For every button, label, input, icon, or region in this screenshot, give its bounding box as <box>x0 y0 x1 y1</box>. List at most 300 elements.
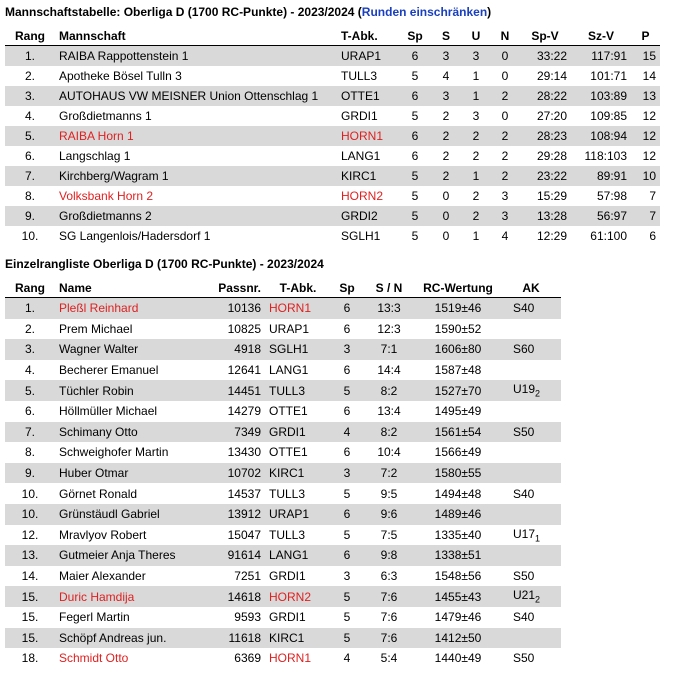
player-passnr: 4918 <box>205 339 265 360</box>
team-draws: 2 <box>472 149 480 163</box>
team-abbrev: URAP1 <box>337 46 399 67</box>
player-row <box>5 401 561 422</box>
team-draws: 2 <box>461 206 491 226</box>
team-row <box>5 226 660 246</box>
player-passnr: 6369 <box>234 651 261 666</box>
age-class-subscript: 2 <box>535 388 541 399</box>
team-draws: 3 <box>472 109 480 123</box>
player-name: Schweighofer Martin <box>59 445 169 460</box>
team-col-header: P <box>631 26 660 46</box>
team-rank: 8. <box>24 189 35 203</box>
team-wins: 2 <box>431 166 461 186</box>
player-name: Görnet Ronald <box>59 486 138 501</box>
team-points: 7 <box>649 189 656 203</box>
player-row <box>5 545 561 566</box>
age-class-text: S50 <box>513 569 535 584</box>
team-abbrev: HORN1 <box>337 126 399 146</box>
player-team-abbrev: TULL3 <box>269 486 306 501</box>
team-col-header: Rang <box>5 26 55 46</box>
link-open-paren: ( <box>357 5 362 19</box>
team-name: Apotheke Bösel Tulln 3 <box>59 69 182 83</box>
team-set-diff: 117:91 <box>571 46 631 67</box>
player-rc-rating: 1527±70 <box>415 380 501 401</box>
team-name: Großdietmanns 2 <box>55 206 337 226</box>
player-rc-rating: 1606±80 <box>415 339 501 360</box>
player-played: 5 <box>331 586 363 607</box>
team-name: AUTOHAUS VW MEISNER Union Ottenschlag 1 <box>55 86 337 106</box>
team-played: 5 <box>411 109 419 123</box>
team-points: 14 <box>642 69 656 83</box>
team-game-diff: 15:29 <box>536 189 567 203</box>
player-passnr: 14451 <box>205 380 265 401</box>
player-rc-rating: 1566±49 <box>434 445 482 460</box>
player-passnr: 13912 <box>205 504 265 525</box>
player-rank: 15. <box>5 586 55 607</box>
team-played: 6 <box>399 126 431 146</box>
team-losses: 2 <box>491 126 519 146</box>
player-table <box>5 278 561 669</box>
team-draws: 1 <box>472 229 480 243</box>
player-team-abbrev: TULL3 <box>265 380 331 401</box>
team-row <box>5 126 660 146</box>
player-col-header: Rang <box>5 278 55 298</box>
player-col-header: Passnr. <box>205 278 265 298</box>
team-game-diff: 12:29 <box>536 229 567 243</box>
team-points: 12 <box>631 126 660 146</box>
player-rc-rating: 1338±51 <box>415 545 501 566</box>
player-played: 5 <box>343 527 351 542</box>
player-row <box>5 463 561 484</box>
team-draws: 1 <box>461 86 491 106</box>
player-team-abbrev: KIRC1 <box>265 463 331 484</box>
team-losses: 2 <box>501 149 509 163</box>
player-played: 5 <box>331 628 363 649</box>
player-rank: 1. <box>5 298 55 319</box>
player-played: 4 <box>343 651 351 666</box>
player-row <box>5 319 561 340</box>
player-name: Mravlyov Robert <box>59 527 147 542</box>
team-row <box>5 186 660 206</box>
team-col-header: N <box>491 26 519 46</box>
link-close-paren: ) <box>487 5 492 19</box>
player-rank: 18. <box>21 651 39 666</box>
player-name: Gutmeier Anja Theres <box>55 545 205 566</box>
team-set-diff: 108:94 <box>571 126 631 146</box>
player-age-class <box>501 648 561 669</box>
team-row <box>5 66 660 86</box>
team-losses: 3 <box>491 206 519 226</box>
player-passnr: 7251 <box>234 569 261 584</box>
player-passnr: 9593 <box>234 610 261 625</box>
team-table <box>5 26 660 246</box>
team-col-header: Sp-V <box>519 26 571 46</box>
player-rc-rating: 1548±56 <box>434 569 482 584</box>
player-name: Prem Michael <box>59 321 133 336</box>
player-played: 6 <box>343 363 351 378</box>
age-class-text: S50 <box>513 651 535 666</box>
player-rank: 12. <box>21 527 39 542</box>
player-played: 6 <box>331 545 363 566</box>
player-col-header: S / N <box>363 278 415 298</box>
player-team-abbrev: URAP1 <box>265 504 331 525</box>
player-name: Becherer Emanuel <box>59 363 159 378</box>
team-rank: 9. <box>5 206 55 226</box>
player-rank: 14. <box>21 569 39 584</box>
player-team-abbrev: KIRC1 <box>265 628 331 649</box>
team-points: 13 <box>631 86 660 106</box>
player-rank: 5. <box>5 380 55 401</box>
player-played: 3 <box>343 569 351 584</box>
player-name: Schöpf Andreas jun. <box>55 628 205 649</box>
player-sets: 7:6 <box>380 610 398 625</box>
player-age-class <box>501 504 561 525</box>
team-wins: 3 <box>431 46 461 67</box>
player-rank: 7. <box>5 422 55 443</box>
player-rc-rating: 1495±49 <box>434 404 482 419</box>
player-rc-rating: 1489±46 <box>415 504 501 525</box>
team-game-diff: 28:22 <box>519 86 571 106</box>
team-points: 7 <box>631 206 660 226</box>
player-rank: 15. <box>21 610 39 625</box>
team-game-diff: 13:28 <box>519 206 571 226</box>
player-age-class <box>501 339 561 360</box>
team-losses: 2 <box>491 166 519 186</box>
player-row <box>5 422 561 443</box>
team-row <box>5 46 660 67</box>
team-table-title-text: Mannschaftstabelle: Oberliga D (1700 RC-Punkte) - 2023/2024 <box>5 5 355 19</box>
player-played: 5 <box>331 380 363 401</box>
player-rc-rating: 1519±46 <box>415 298 501 319</box>
team-losses: 0 <box>491 46 519 67</box>
team-points: 6 <box>649 229 656 243</box>
team-name: Kirchberg/Wagram 1 <box>55 166 337 186</box>
player-team-abbrev: HORN1 <box>269 651 312 666</box>
team-draws: 1 <box>472 69 480 83</box>
team-points: 12 <box>642 149 656 163</box>
player-sets: 13:3 <box>363 298 415 319</box>
team-name: Volksbank Horn 2 <box>59 189 154 203</box>
team-losses: 0 <box>501 109 509 123</box>
player-age-class <box>501 525 561 546</box>
player-age-class <box>501 401 561 422</box>
team-rank: 4. <box>24 109 35 123</box>
team-table-header <box>5 26 660 46</box>
player-name: Grünstäudl Gabriel <box>55 504 205 525</box>
team-played: 5 <box>411 69 419 83</box>
team-col-header: Sz-V <box>571 26 631 46</box>
team-rank: 1. <box>5 46 55 67</box>
team-played: 5 <box>411 229 419 243</box>
player-age-class <box>501 380 561 401</box>
team-losses: 4 <box>501 229 509 243</box>
player-sets: 8:2 <box>363 422 415 443</box>
age-class-text: U21 <box>513 588 536 603</box>
player-passnr: 10702 <box>205 463 265 484</box>
player-team-abbrev: OTTE1 <box>269 404 308 419</box>
player-played: 6 <box>343 404 351 419</box>
team-wins: 2 <box>442 149 450 163</box>
player-sets: 13:4 <box>377 404 401 419</box>
team-game-diff: 28:23 <box>519 126 571 146</box>
player-team-abbrev: URAP1 <box>269 321 310 336</box>
player-row <box>5 648 561 669</box>
player-rc-rating: 1494±48 <box>434 486 482 501</box>
team-draws: 2 <box>472 189 480 203</box>
player-passnr: 11618 <box>205 628 265 649</box>
team-losses: 3 <box>501 189 509 203</box>
team-row <box>5 106 660 126</box>
player-row <box>5 607 561 628</box>
team-rank: 2. <box>24 69 35 83</box>
player-name: Tüchler Robin <box>55 380 205 401</box>
player-rc-rating: 1479±46 <box>434 610 482 625</box>
player-team-abbrev: GRDI1 <box>265 422 331 443</box>
team-abbrev: HORN2 <box>341 189 384 203</box>
player-team-abbrev: GRDI1 <box>269 610 306 625</box>
team-col-header: T-Abk. <box>337 26 399 46</box>
age-class-text: S40 <box>513 486 535 501</box>
team-played: 5 <box>399 206 431 226</box>
team-rank: 10. <box>21 229 39 243</box>
player-rc-rating: 1590±52 <box>434 321 482 336</box>
restrict-rounds-link[interactable]: Runden einschränken <box>361 5 488 19</box>
player-passnr: 91614 <box>205 545 265 566</box>
player-team-abbrev: SGLH1 <box>265 339 331 360</box>
player-col-header: T-Abk. <box>265 278 331 298</box>
player-sets: 9:5 <box>380 486 398 501</box>
player-rank: 10. <box>5 504 55 525</box>
team-points: 15 <box>631 46 660 67</box>
team-abbrev: TULL3 <box>341 69 378 83</box>
player-rc-rating: 1335±40 <box>434 527 482 542</box>
player-sets: 5:4 <box>380 651 398 666</box>
player-sets: 7:2 <box>363 463 415 484</box>
player-sets: 10:4 <box>377 445 401 460</box>
player-played: 4 <box>331 422 363 443</box>
player-rc-rating: 1455±43 <box>415 586 501 607</box>
player-sets: 9:6 <box>363 504 415 525</box>
team-abbrev: SGLH1 <box>341 229 381 243</box>
player-name: Schimany Otto <box>55 422 205 443</box>
player-passnr: 14537 <box>227 486 261 501</box>
team-rank: 3. <box>5 86 55 106</box>
age-class-subscript: 1 <box>535 533 541 544</box>
player-row <box>5 525 561 546</box>
player-row <box>5 298 561 319</box>
player-rank: 6. <box>24 404 35 419</box>
player-team-abbrev: HORN1 <box>265 298 331 319</box>
team-wins: 2 <box>431 126 461 146</box>
player-sets: 7:6 <box>363 628 415 649</box>
team-set-diff: 57:98 <box>596 189 627 203</box>
player-col-header: AK <box>501 278 561 298</box>
player-row <box>5 586 561 607</box>
team-rank: 7. <box>5 166 55 186</box>
player-age-class <box>501 566 561 587</box>
player-col-header: Sp <box>331 278 363 298</box>
team-points: 10 <box>631 166 660 186</box>
player-sets: 7:6 <box>363 586 415 607</box>
player-name: Fegerl Martin <box>59 610 130 625</box>
team-wins: 0 <box>442 229 450 243</box>
player-name: Duric Hamdija <box>55 586 205 607</box>
player-played: 6 <box>343 321 351 336</box>
age-class-text: U19 <box>513 382 536 397</box>
player-rank: 3. <box>5 339 55 360</box>
player-rank: 9. <box>5 463 55 484</box>
age-class-text: S60 <box>513 342 535 357</box>
team-draws: 2 <box>461 126 491 146</box>
player-played: 5 <box>343 610 351 625</box>
player-team-abbrev: OTTE1 <box>269 445 308 460</box>
player-age-class <box>501 422 561 443</box>
player-sets: 9:8 <box>363 545 415 566</box>
team-set-diff: 109:85 <box>590 109 627 123</box>
player-name: Maier Alexander <box>59 569 146 584</box>
team-set-diff: 89:91 <box>571 166 631 186</box>
player-rc-rating: 1440±49 <box>434 651 482 666</box>
player-age-class <box>501 586 561 607</box>
player-name: Höllmüller Michael <box>59 404 158 419</box>
team-game-diff: 23:22 <box>519 166 571 186</box>
player-row <box>5 483 561 504</box>
team-game-diff: 29:28 <box>536 149 567 163</box>
team-draws: 3 <box>461 46 491 67</box>
player-team-abbrev: LANG1 <box>269 363 309 378</box>
team-set-diff: 56:97 <box>571 206 631 226</box>
player-passnr: 10825 <box>227 321 261 336</box>
team-wins: 0 <box>431 206 461 226</box>
player-col-header: Name <box>55 278 205 298</box>
age-class-text: U17 <box>513 526 536 541</box>
player-team-abbrev: HORN2 <box>265 586 331 607</box>
player-age-class <box>501 319 561 340</box>
team-game-diff: 29:14 <box>536 69 567 83</box>
player-row <box>5 339 561 360</box>
player-sets: 7:1 <box>363 339 415 360</box>
team-row <box>5 146 660 166</box>
player-sets: 8:2 <box>363 380 415 401</box>
player-played: 6 <box>343 445 351 460</box>
team-losses: 0 <box>501 69 509 83</box>
player-age-class <box>501 360 561 381</box>
player-row <box>5 628 561 649</box>
team-game-diff: 33:22 <box>519 46 571 67</box>
team-set-diff: 101:71 <box>590 69 627 83</box>
player-name: Pleßl Reinhard <box>55 298 205 319</box>
player-played: 6 <box>331 504 363 525</box>
player-passnr: 15047 <box>227 527 261 542</box>
player-rank: 10. <box>21 486 39 501</box>
team-played: 6 <box>399 46 431 67</box>
team-wins: 0 <box>442 189 450 203</box>
player-age-class <box>501 607 561 628</box>
player-row <box>5 442 561 463</box>
team-game-diff: 27:20 <box>536 109 567 123</box>
team-set-diff: 61:100 <box>590 229 627 243</box>
team-abbrev: KIRC1 <box>337 166 399 186</box>
team-played: 5 <box>411 189 419 203</box>
age-class-text: S50 <box>513 424 535 439</box>
player-passnr: 7349 <box>205 422 265 443</box>
team-table-title <box>5 4 668 20</box>
team-set-diff: 103:89 <box>571 86 631 106</box>
team-col-header: S <box>431 26 461 46</box>
team-name: Langschlag 1 <box>59 149 131 163</box>
team-col-header: Mannschaft <box>55 26 337 46</box>
player-team-abbrev: TULL3 <box>269 527 306 542</box>
team-abbrev: GRDI1 <box>341 109 378 123</box>
team-col-header: Sp <box>399 26 431 46</box>
team-name: Großdietmanns 1 <box>59 109 152 123</box>
team-wins: 3 <box>431 86 461 106</box>
team-row <box>5 166 660 186</box>
player-age-class <box>501 298 561 319</box>
player-rank: 15. <box>5 628 55 649</box>
player-row <box>5 360 561 381</box>
team-row <box>5 206 660 226</box>
team-draws: 1 <box>461 166 491 186</box>
player-row <box>5 566 561 587</box>
player-team-abbrev: GRDI1 <box>269 569 306 584</box>
team-wins: 4 <box>442 69 450 83</box>
age-class-subscript: 2 <box>535 594 541 605</box>
team-name: RAIBA Horn 1 <box>55 126 337 146</box>
player-passnr: 10136 <box>205 298 265 319</box>
player-team-abbrev: LANG1 <box>265 545 331 566</box>
player-sets: 14:4 <box>377 363 401 378</box>
player-passnr: 12641 <box>227 363 261 378</box>
player-passnr: 13430 <box>227 445 261 460</box>
player-rc-rating: 1412±50 <box>415 628 501 649</box>
player-played: 6 <box>331 298 363 319</box>
player-rank: 13. <box>5 545 55 566</box>
team-col-header: U <box>461 26 491 46</box>
team-row <box>5 86 660 106</box>
player-sets: 6:3 <box>380 569 398 584</box>
player-age-class <box>501 628 561 649</box>
player-rc-rating: 1580±55 <box>415 463 501 484</box>
player-sets: 7:5 <box>380 527 398 542</box>
player-table-header <box>5 278 561 298</box>
player-name: Huber Otmar <box>55 463 205 484</box>
player-col-header: RC-Wertung <box>415 278 501 298</box>
team-played: 6 <box>399 86 431 106</box>
age-class-text: S40 <box>513 610 535 625</box>
team-abbrev: OTTE1 <box>337 86 399 106</box>
player-sets: 12:3 <box>377 321 401 336</box>
team-abbrev: LANG1 <box>341 149 381 163</box>
player-played: 3 <box>331 463 363 484</box>
team-points: 12 <box>642 109 656 123</box>
player-rank: 8. <box>24 445 35 460</box>
player-age-class <box>501 483 561 504</box>
player-age-class <box>501 463 561 484</box>
player-played: 3 <box>331 339 363 360</box>
player-played: 5 <box>343 486 351 501</box>
team-abbrev: GRDI2 <box>337 206 399 226</box>
team-played: 6 <box>411 149 419 163</box>
player-rc-rating: 1561±54 <box>415 422 501 443</box>
player-row <box>5 380 561 401</box>
player-name: Wagner Walter <box>55 339 205 360</box>
team-rank: 5. <box>5 126 55 146</box>
team-name: SG Langenlois/Hadersdorf 1 <box>59 229 211 243</box>
team-name: RAIBA Rappottenstein 1 <box>55 46 337 67</box>
player-passnr: 14279 <box>227 404 261 419</box>
player-row <box>5 504 561 525</box>
player-rc-rating: 1587±48 <box>434 363 482 378</box>
